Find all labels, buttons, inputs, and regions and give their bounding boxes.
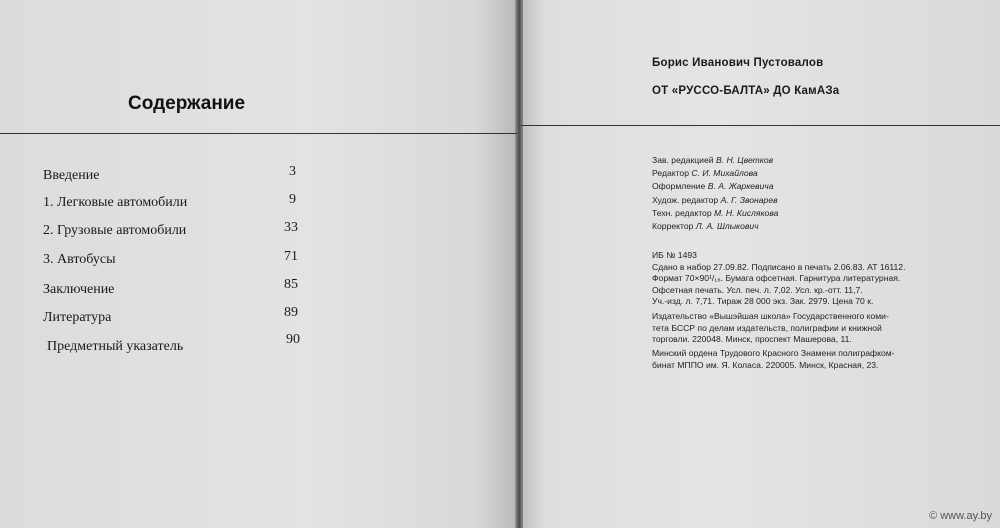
toc-item-label: Заключение: [43, 282, 115, 297]
toc-item-label: Введение: [43, 168, 100, 183]
colophon-header-rule: [521, 125, 1000, 126]
credit-name: В. А. Жаркевича: [707, 181, 774, 192]
site-watermark: © www.ay.by: [929, 510, 992, 522]
toc-item-page: 89: [284, 305, 298, 320]
credit-name: В. Н. Цветков: [715, 155, 774, 165]
credit-line: [652, 207, 778, 220]
toc-item-page: 90: [286, 332, 300, 347]
credit-line: [652, 220, 778, 233]
credit-name: С. И. Михайлова: [691, 168, 758, 179]
toc-item-label: Предметный указатель: [47, 339, 184, 354]
publisher-block: [652, 311, 952, 346]
credits-list: [652, 154, 778, 233]
printer-line: Минский ордена Трудового Красного Знамени полиграфком-: [652, 348, 895, 358]
credit-role: Корректор: [652, 221, 694, 232]
toc-title: Содержание: [128, 93, 246, 114]
toc-item-label: 2. Грузовые автомобили: [43, 223, 187, 238]
toc-item-page: 9: [289, 192, 296, 207]
credit-line: [652, 194, 778, 207]
publisher-line: Издательство «Вышэйшая школа» Государственного коми-: [652, 311, 889, 321]
credit-role: Худож. редактор: [652, 194, 719, 205]
printer-block: [652, 348, 952, 371]
toc-item-page: 33: [284, 220, 298, 235]
print-info-block: [652, 250, 952, 308]
printer-line: бинат МППО им. Я. Коласа. 220005. Минск, Красная, 23.: [652, 359, 879, 370]
print-info-line: Сдано в набор 27.09.82. Подписано в печать 2.06.83. АТ 16112.: [652, 261, 906, 272]
toc-header-rule: [0, 133, 517, 134]
credit-line: [652, 167, 778, 180]
print-info-line: Офсетная печать. Усл. печ. л. 7,02. Усл. кр.-отт. 11,7.: [652, 284, 863, 295]
credit-role: Оформление: [652, 181, 706, 192]
toc-item-label: 1. Легковые автомобили: [43, 195, 188, 210]
credit-name: Л. А. Шлыкович: [695, 221, 759, 232]
toc-item-page: 71: [284, 249, 298, 264]
toc-item-page: 85: [284, 277, 298, 292]
credit-name: А. Г. Звонарев: [720, 194, 778, 205]
credit-line: [652, 154, 778, 167]
credit-line: [652, 180, 778, 193]
credit-role: Техн. редактор: [652, 207, 712, 218]
print-info-line: ИБ № 1493: [652, 250, 697, 260]
credit-name: М. Н. Кислякова: [713, 207, 779, 218]
toc-item-label: Литература: [43, 310, 112, 325]
print-info-line: Уч.-изд. л. 7,71. Тираж 28 000 экз. Зак. 2979. Цена 70 к.: [652, 296, 874, 307]
publisher-line: тета БССР по делам издательств, полиграфии и книжной: [652, 322, 882, 333]
book-author: Борис Иванович Пустовалов: [652, 57, 824, 69]
print-info-line: Формат 70×90¹/₁₆. Бумага офсетная. Гарнитура литературная.: [652, 273, 901, 284]
publisher-line: торговли. 220048. Минск, проспект Машерова, 11.: [652, 334, 852, 345]
credit-role: Зав. редакцией: [652, 155, 714, 165]
book-spine: [515, 0, 523, 528]
book-title: ОТ «РУССО-БАЛТА» ДО КамАЗа: [652, 85, 840, 97]
credit-role: Редактор: [652, 168, 689, 179]
toc-item-page: 3: [289, 164, 296, 179]
toc-item-label: 3. Автобусы: [43, 252, 116, 267]
